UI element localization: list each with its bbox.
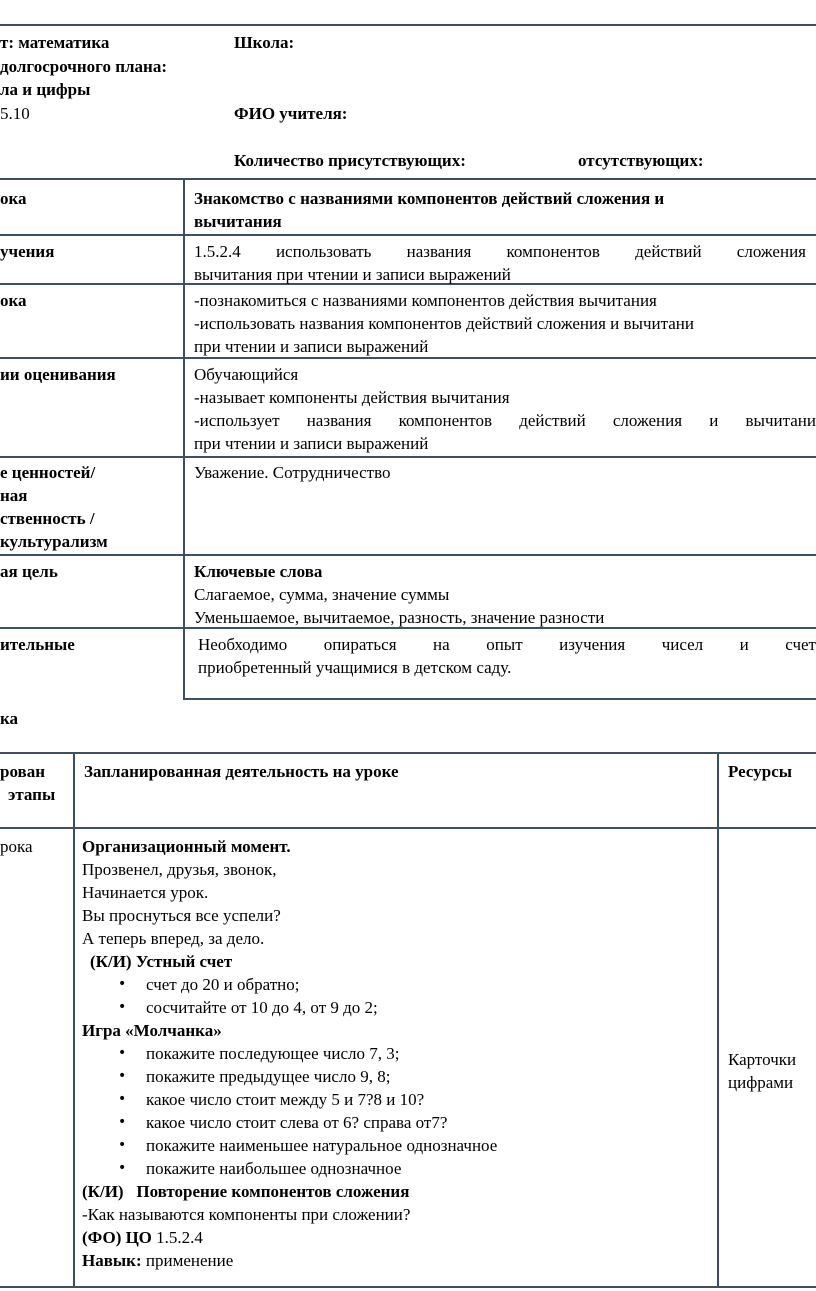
plan-resources-cell: Карточки цифрами [728, 1050, 797, 1092]
assessment-line: (ФО) ЦО 1.5.2.4 [82, 1228, 203, 1247]
subject-label: т: математика [0, 33, 110, 52]
list-item: • какое число стоит слева от 6? справа от7? [82, 1111, 712, 1134]
question-line: -Как называются компоненты при сложении? [82, 1205, 411, 1224]
list-item: • покажите последующее число 7, 3; [82, 1042, 712, 1065]
absent-count-label: отсутствующих: [578, 151, 704, 170]
info-row-values-label: е ценностей/ ная ственность / культурализм [0, 463, 108, 551]
poem-line: Начинается урок. [82, 883, 209, 902]
poem-line: А теперь вперед, за дело. [82, 929, 265, 948]
info-row-language-label: ая цель [0, 562, 58, 581]
poem-line: Прозвенел, друзья, звонок, [82, 860, 277, 879]
plan-section-label: долгосрочного плана: [0, 57, 167, 76]
keywords-title: Ключевые слова [194, 562, 323, 581]
info-row-criteria-label: ии оценивания [0, 365, 116, 384]
org-moment-title: Организационный момент. [82, 837, 291, 856]
info-row-objectives-label: ока [0, 291, 27, 310]
oral-count-heading: (К/И) Устный счет [90, 952, 233, 971]
plan-header-stage: рован этапы [0, 762, 56, 804]
info-row-topic-label: ока [0, 189, 27, 208]
info-row-objectives-content: -познакомиться с названиями компонентов действия вычитания -использовать названия компонентов действий сложения и вычитани при чтении и записи выражений [194, 291, 694, 356]
teacher-label: ФИО учителя: [234, 104, 348, 123]
game-title: Игра «Молчанка» [82, 1021, 222, 1040]
plan-topic: ла и цифры [0, 80, 91, 99]
list-item: • покажите предыдущее число 9, 8; [82, 1065, 712, 1088]
info-row-values-content: Уважение. Сотрудничество [194, 463, 391, 482]
list-item: • сосчитайте от 10 до 4, от 9 до 2; [82, 996, 712, 1019]
info-row-goal-label: учения [0, 242, 55, 261]
poem-line: Вы проснуться все успели? [82, 906, 281, 925]
info-row-topic-content: Знакомство с названиями компонентов действий сложения и вычитания [194, 189, 665, 231]
info-row-goal-content: 1.5.2.4 использовать названия компонентов действий сложения вычитания при чтении и записи выражений [194, 242, 806, 284]
list-item: • счет до 20 и обратно; [82, 973, 712, 996]
present-count-label: Количество присутствующих: [234, 151, 466, 170]
info-row-keywords-content: Ключевые слова Слагаемое, сумма, значение суммы Уменьшаемое, вычитаемое, разность, значение разности [194, 560, 806, 629]
plan-header-resources: Ресурсы [728, 762, 793, 781]
school-label: Школа: [234, 33, 295, 52]
skill-line: Навык: применение [82, 1251, 234, 1270]
list-item: • покажите наименьшее натуральное однозначное [82, 1134, 712, 1157]
lesson-date: 5.10 [0, 104, 30, 123]
info-row-prior-content: Необходимо опираться на опыт изучения чисел и счет приобретенный учащимися в детском саду. [198, 635, 816, 677]
repeat-heading: (К/И) Повторение компонентов сложения [82, 1182, 410, 1201]
plan-activity-cell [82, 835, 712, 1272]
list-item: • какое число стоит между 5 и 7?8 и 10? [82, 1088, 712, 1111]
plan-header-activity: Запланированная деятельность на уроке [84, 762, 399, 781]
info-row-prior-label: ительные [0, 635, 75, 654]
plan-stage-cell: рока [0, 837, 33, 856]
list-item: • покажите наибольшее однозначное [82, 1157, 712, 1180]
info-row-criteria-content: Обучающийся -называет компоненты действия вычитания -использует названия компонентов действий сложения и вычитани при чтении и записи выражений [194, 365, 816, 453]
section-title: ка [0, 709, 19, 728]
